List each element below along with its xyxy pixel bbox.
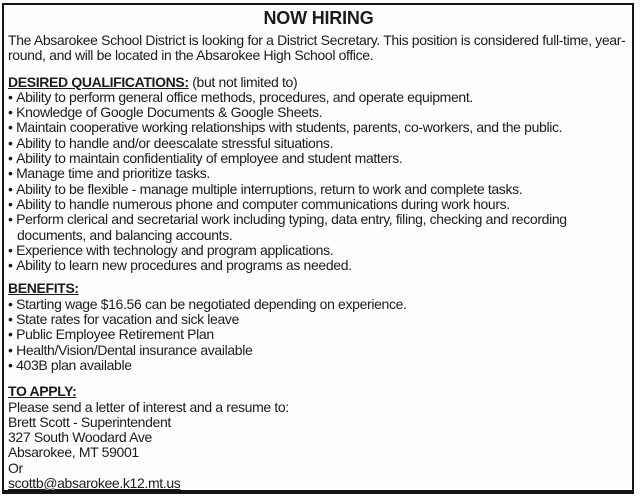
qualification-item: • Ability to be flexible - manage multiple interruptions, return to work and complete tasks.: [8, 182, 629, 197]
qualifications-heading-note: (but not limited to): [192, 73, 298, 90]
qualification-item: • Experience with technology and program applications.: [8, 243, 629, 258]
to-apply-heading: TO APPLY:: [8, 383, 77, 400]
to-apply-section: [8, 384, 629, 491]
benefits-section: [8, 281, 629, 373]
ad-title: NOW HIRING: [263, 8, 374, 28]
street-address-line: 327 South Woodard Ave: [8, 429, 152, 446]
benefit-item: • 403B plan available: [8, 358, 629, 373]
job-ad-border-box: [2, 3, 634, 494]
qualification-item: • Knowledge of Google Documents & Google Sheets.: [8, 105, 629, 120]
contact-name-line: Brett Scott - Superintendent: [8, 413, 171, 430]
apply-instruction-line: Please send a letter of interest and a resume to:: [8, 398, 289, 415]
benefit-item: • Public Employee Retirement Plan: [8, 327, 629, 342]
intro-paragraph: The Absarokee School District is looking for a District Secretary. This position is considered full-time, year-round, and will be located in the Absarokee High School office.: [8, 32, 626, 64]
benefit-item: • Starting wage $16.56 can be negotiated depending on experience.: [8, 297, 629, 312]
qualification-item: • Ability to perform general office methods, procedures, and operate equipment.: [8, 90, 629, 105]
desired-qualifications-section: [8, 75, 629, 274]
qualification-item: • Manage time and prioritize tasks.: [8, 166, 629, 181]
benefit-item: • Health/Vision/Dental insurance available: [8, 343, 629, 358]
qualification-item: • Ability to handle and/or deescalate stressful situations.: [8, 136, 629, 151]
qualification-item: • Ability to learn new procedures and programs as needed.: [8, 258, 629, 273]
qualification-item: • Perform clerical and secretarial work including typing, data entry, filing, checking and recording documents, and balancing accounts.: [8, 212, 629, 243]
desired-qualifications-heading: DESIRED QUALIFICATIONS:: [8, 73, 189, 90]
city-state-zip-line: Absarokee, MT 59001: [8, 444, 139, 461]
qualifications-heading-line: [8, 75, 629, 90]
email-address[interactable]: scottb@absarokee.k12.mt.us: [8, 475, 181, 492]
qualification-item: • Ability to maintain confidentiality of employee and student matters.: [8, 151, 629, 166]
benefits-heading: BENEFITS:: [8, 280, 79, 297]
qualification-item: • Ability to handle numerous phone and computer communications during work hours.: [8, 197, 629, 212]
benefit-item: • State rates for vacation and sick leave: [8, 312, 629, 327]
to-apply-heading-line: [8, 384, 629, 399]
benefits-heading-line: [8, 281, 629, 296]
qualification-item: • Maintain cooperative working relationships with students, parents, co-workers, and the public.: [8, 120, 629, 135]
or-line: Or: [8, 459, 23, 476]
